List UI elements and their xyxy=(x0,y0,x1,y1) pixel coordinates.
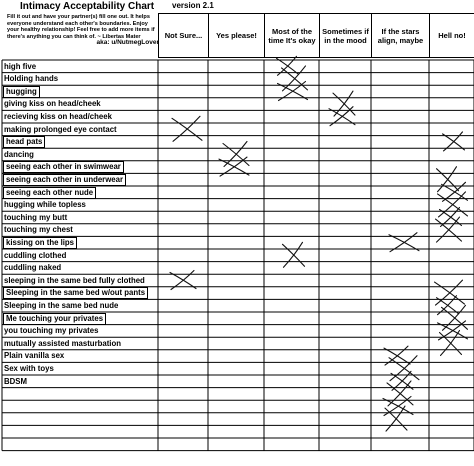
row-label: Sleeping in the same bed nude xyxy=(4,300,119,310)
row-label: head pats xyxy=(6,137,43,147)
check-mark xyxy=(440,331,462,356)
row-label: touching my butt xyxy=(4,212,68,222)
column-header-label: Yes please! xyxy=(216,31,257,40)
column-header-label: If the stars align, maybe xyxy=(377,26,424,45)
row-label: seeing each other in swimwear xyxy=(6,162,121,172)
version-label: version 2.1 xyxy=(172,1,214,10)
check-mark xyxy=(436,217,462,242)
column-header-label: Sometimes if in the mood xyxy=(322,26,369,45)
row-label: you touching my privates xyxy=(4,326,99,336)
row-label: Holding hands xyxy=(4,74,59,84)
row-label: BDSM xyxy=(4,376,27,386)
check-mark xyxy=(283,242,305,267)
row-label: Plain vanilla sex xyxy=(4,351,65,361)
row-label: hugging xyxy=(6,86,37,96)
row-label: seeing each other nude xyxy=(6,187,94,197)
row-label: cuddling clothed xyxy=(4,250,67,260)
credit: ~ Libertas Mater xyxy=(97,33,141,40)
row-label: Sex with toys xyxy=(4,363,54,373)
column-header-label: Not Sure... xyxy=(164,31,203,40)
row-label: kissing on the lips xyxy=(6,237,75,247)
check-mark xyxy=(385,406,407,431)
row-label: recieving kiss on head/cheek xyxy=(4,111,112,121)
row-label: Sleeping in the same bed w/out pants xyxy=(6,288,146,298)
row-label: making prolonged eye contact xyxy=(4,124,117,134)
row-label: hugging while topless xyxy=(4,200,86,210)
row-label: mutually assisted masturbation xyxy=(4,338,121,348)
check-mark xyxy=(172,116,202,141)
column-header-label: Most of the time It's okay xyxy=(268,26,316,45)
intro-body: Fill it out and have your partner(s) fill one out. It helps everyone understand each other's boundaries. Enjoy your healthy relationship! Feel free to add more items if there's anything you can think of. xyxy=(7,14,155,40)
row-label: touching my chest xyxy=(4,225,73,235)
row-label: seeing each other in underwear xyxy=(6,174,123,184)
row-label: giving kiss on head/cheek xyxy=(4,99,101,109)
row-label: cuddling naked xyxy=(4,263,62,273)
row-label: sleeping in the same bed fully clothed xyxy=(4,275,145,285)
check-mark xyxy=(435,280,465,305)
chart-title: Intimacy Acceptability Chart xyxy=(20,1,155,12)
row-label: Me touching your privates xyxy=(6,313,104,323)
check-mark xyxy=(438,192,468,217)
column-header-label: Hell no! xyxy=(438,31,466,40)
aka-label: aka: u/NutmegLover xyxy=(96,39,159,47)
row-label: high five xyxy=(4,61,37,71)
row-label: dancing xyxy=(4,149,34,159)
